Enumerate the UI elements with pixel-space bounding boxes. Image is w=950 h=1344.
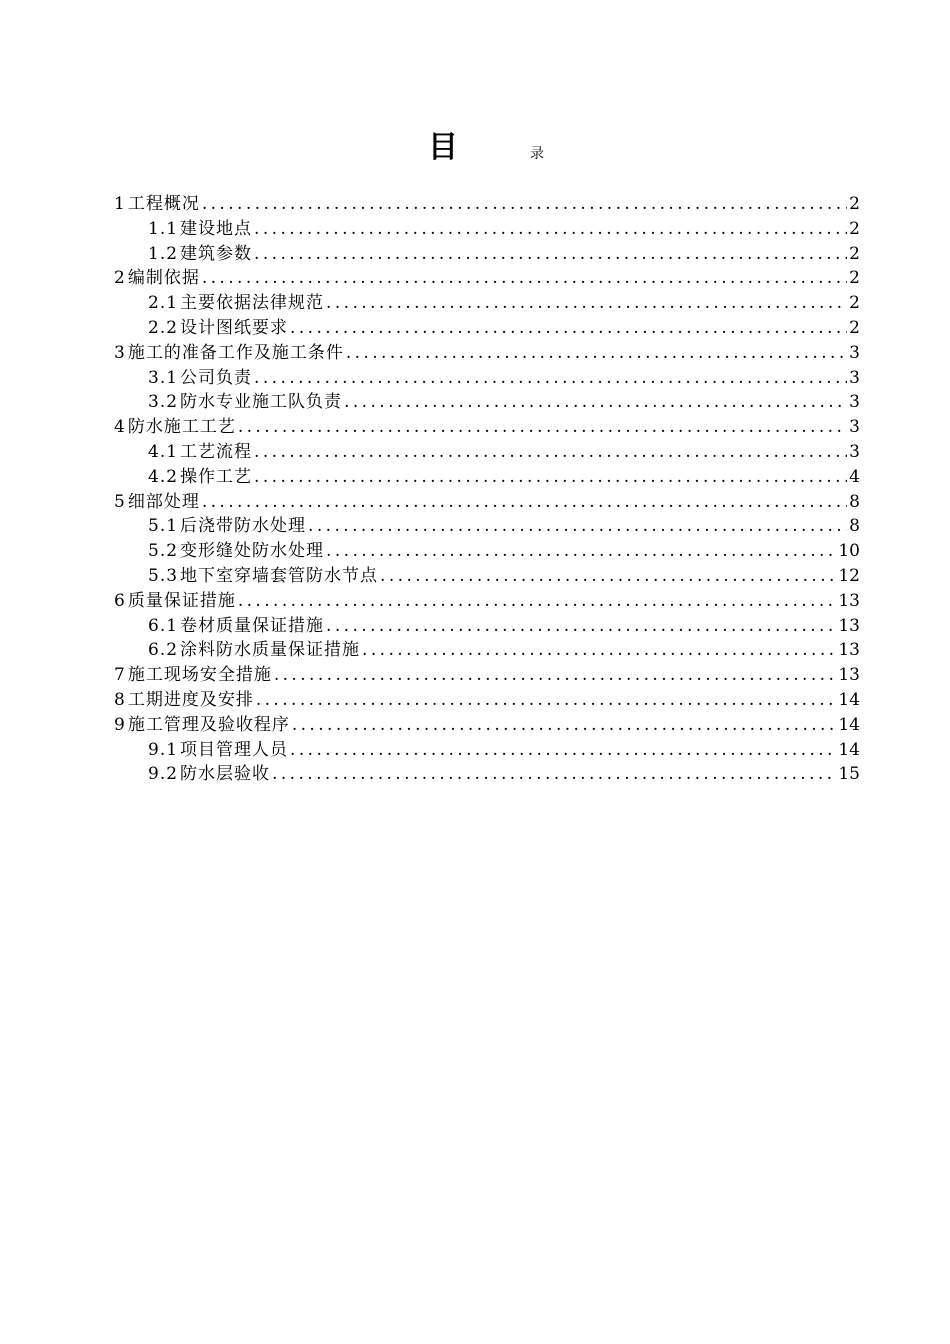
toc-entry[interactable] <box>114 192 860 217</box>
toc-entry-leader <box>344 390 847 415</box>
toc-entry-leader <box>254 366 847 391</box>
toc-entry-page: 3 <box>849 367 860 388</box>
toc-entry-label: 主要依据法律规范 <box>180 293 325 314</box>
toc-entry-leader <box>292 713 837 738</box>
toc-entry-number: 4 <box>114 417 126 438</box>
toc-entry[interactable] <box>114 638 860 663</box>
toc-entry[interactable] <box>114 217 860 242</box>
toc-entry[interactable] <box>114 291 860 316</box>
toc-entry-number: 1.1 <box>148 218 179 239</box>
toc-entry[interactable] <box>114 465 860 490</box>
toc-entry-page: 13 <box>838 615 860 636</box>
toc-entry-page: 3 <box>849 342 860 363</box>
toc-entry-label: 施工的准备工作及施工条件 <box>127 342 344 363</box>
toc-entry-leader <box>238 415 847 440</box>
toc-entry[interactable] <box>114 366 860 391</box>
toc-entry-number: 1 <box>114 194 126 214</box>
toc-entry-page: 13 <box>838 590 860 611</box>
toc-entry-label: 地下室穿墙套管防水节点 <box>180 565 379 586</box>
toc-entry-label: 操作工艺 <box>180 466 253 487</box>
toc-entry[interactable] <box>114 663 860 688</box>
toc-entry[interactable] <box>114 514 860 539</box>
toc-entry[interactable] <box>114 688 860 713</box>
toc-entry[interactable] <box>114 415 860 440</box>
toc-entry-number: 7 <box>114 665 126 686</box>
toc-entry-leader <box>308 514 847 539</box>
toc-entry[interactable] <box>114 614 860 639</box>
toc-entry-number: 5.1 <box>148 516 179 537</box>
toc-entry-number: 5 <box>114 491 126 512</box>
toc-entry-label: 工程概况 <box>127 194 200 214</box>
toc-entry[interactable] <box>114 589 860 614</box>
toc-entry-label: 防水专业施工队负责 <box>180 392 343 413</box>
toc-entry[interactable] <box>114 738 860 763</box>
toc-entry-label: 编制依据 <box>127 268 200 289</box>
toc-entry-label: 工期进度及安排 <box>127 689 254 710</box>
toc-entry-page: 13 <box>838 640 860 661</box>
table-of-contents <box>114 192 860 787</box>
toc-entry-leader <box>202 266 847 291</box>
toc-entry-number: 2.2 <box>148 317 179 338</box>
toc-entry[interactable] <box>114 316 860 341</box>
toc-entry[interactable] <box>114 564 860 589</box>
toc-entry-number: 6 <box>114 590 126 611</box>
toc-entry-page: 12 <box>838 565 860 586</box>
toc-entry-number: 8 <box>114 689 126 710</box>
toc-entry-leader <box>254 440 847 465</box>
toc-entry-leader <box>326 291 847 316</box>
toc-entry-number: 6.1 <box>148 615 179 636</box>
toc-entry-label: 建设地点 <box>180 218 253 239</box>
toc-entry-label: 项目管理人员 <box>180 739 289 760</box>
toc-entry-leader <box>202 490 847 515</box>
toc-entry-label: 防水施工工艺 <box>127 417 236 438</box>
toc-entry-page: 8 <box>849 516 860 537</box>
toc-entry-number: 2 <box>114 268 126 289</box>
toc-entry[interactable] <box>114 266 860 291</box>
toc-entry-page: 14 <box>838 739 860 760</box>
toc-entry-number: 9.2 <box>148 764 179 785</box>
toc-entry-label: 后浇带防水处理 <box>180 516 307 537</box>
toc-entry-label: 卷材质量保证措施 <box>180 615 325 636</box>
toc-entry-leader <box>202 192 847 217</box>
toc-entry-leader <box>256 688 837 713</box>
toc-entry[interactable] <box>114 440 860 465</box>
toc-entry-label: 公司负责 <box>180 367 253 388</box>
toc-entry-page: 4 <box>849 466 860 487</box>
toc-entry[interactable] <box>114 390 860 415</box>
toc-entry-number: 1.2 <box>148 243 179 264</box>
toc-entry-label: 变形缝处防水处理 <box>180 541 325 562</box>
toc-entry-number: 3.2 <box>148 392 179 413</box>
toc-entry[interactable] <box>114 713 860 738</box>
toc-entry-number: 9 <box>114 714 126 735</box>
toc-entry-label: 细部处理 <box>127 491 200 512</box>
toc-entry-page: 14 <box>838 689 860 710</box>
toc-entry-page: 3 <box>849 417 860 438</box>
toc-entry-page: 2 <box>849 218 860 239</box>
toc-entry-number: 5.2 <box>148 541 179 562</box>
toc-entry-number: 3 <box>114 342 126 363</box>
toc-entry-leader <box>326 614 836 639</box>
toc-entry-leader <box>346 341 847 366</box>
toc-entry[interactable] <box>114 762 860 787</box>
toc-entry-leader <box>290 316 847 341</box>
toc-entry-page: 14 <box>838 714 860 735</box>
toc-entry-page: 3 <box>849 392 860 413</box>
toc-entry-page: 15 <box>838 764 860 785</box>
toc-entry-label: 质量保证措施 <box>127 590 236 611</box>
toc-entry-number: 9.1 <box>148 739 179 760</box>
toc-entry-page: 2 <box>849 293 860 314</box>
toc-entry-number: 4.2 <box>148 466 179 487</box>
toc-entry[interactable] <box>114 341 860 366</box>
toc-entry-leader <box>362 638 836 663</box>
toc-entry-number: 3.1 <box>148 367 179 388</box>
toc-entry-page: 10 <box>838 541 860 562</box>
toc-entry[interactable] <box>114 242 860 267</box>
toc-entry-leader <box>238 589 837 614</box>
toc-entry[interactable] <box>114 490 860 515</box>
toc-entry-label: 施工现场安全措施 <box>127 665 272 686</box>
toc-entry-leader <box>272 762 836 787</box>
toc-entry-label: 防水层验收 <box>180 764 271 785</box>
toc-entry-leader <box>290 738 836 763</box>
toc-entry-number: 4.1 <box>148 441 179 462</box>
toc-entry-number: 6.2 <box>148 640 179 661</box>
toc-entry-label: 涂料防水质量保证措施 <box>180 640 361 661</box>
toc-entry-page: 2 <box>849 243 860 264</box>
toc-entry-page: 8 <box>849 491 860 512</box>
toc-entry-label: 建筑参数 <box>180 243 253 264</box>
toc-entry-page: 3 <box>849 441 860 462</box>
toc-entry-number: 5.3 <box>148 565 179 586</box>
toc-entry-page: 13 <box>838 665 860 686</box>
toc-entry[interactable] <box>114 539 860 564</box>
toc-entry-leader <box>254 465 847 490</box>
toc-entry-leader <box>380 564 836 589</box>
toc-entry-leader <box>254 217 847 242</box>
toc-title-main: 目 <box>428 130 458 165</box>
toc-entry-page: 2 <box>849 268 860 289</box>
toc-entry-leader <box>274 663 837 688</box>
toc-entry-label: 工艺流程 <box>180 441 253 462</box>
toc-entry-label: 施工管理及验收程序 <box>127 714 290 735</box>
toc-entry-leader <box>326 539 836 564</box>
toc-title <box>0 128 950 172</box>
toc-entry-page: 2 <box>849 194 860 214</box>
toc-entry-number: 2.1 <box>148 293 179 314</box>
toc-entry-page: 2 <box>849 317 860 338</box>
toc-title-sub: 录 <box>530 146 544 162</box>
toc-entry-leader <box>254 242 847 267</box>
toc-entry-label: 设计图纸要求 <box>180 317 289 338</box>
